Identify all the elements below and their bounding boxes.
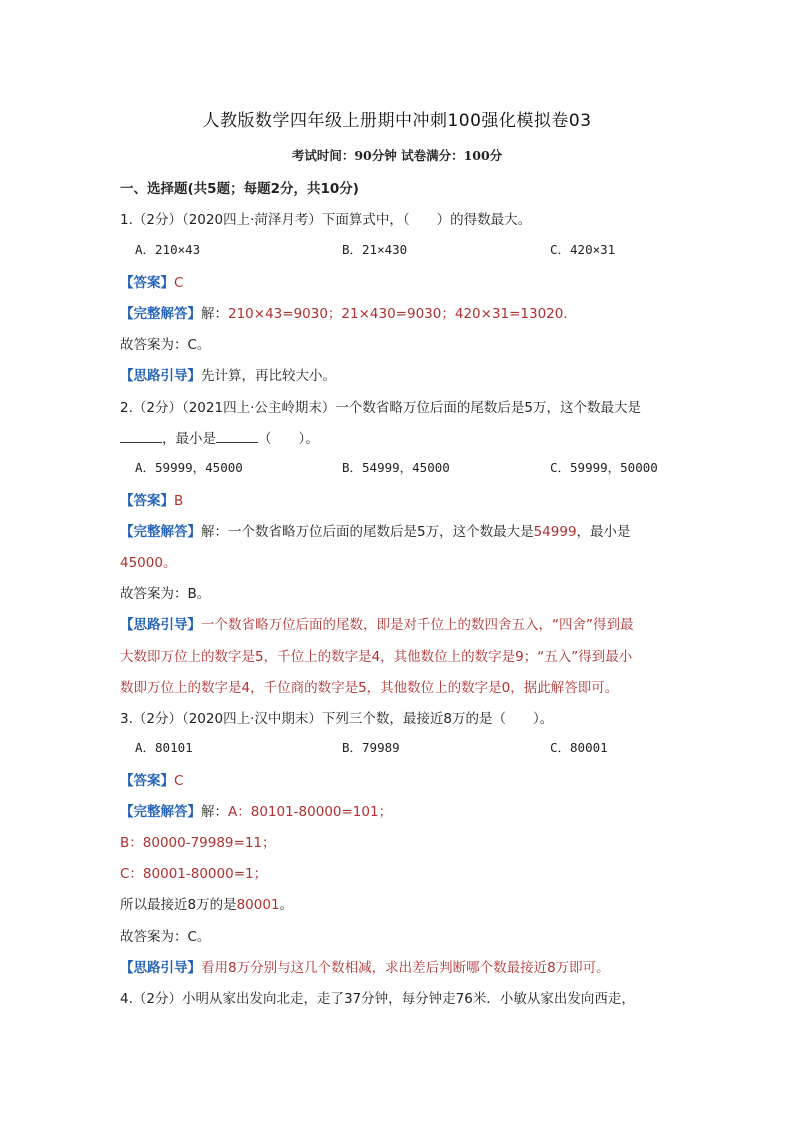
q3-solution-line3: C：80001-80000=1；	[120, 866, 268, 882]
q3-conclusion: 故答案为：C。	[120, 929, 211, 945]
q2-option-c: C．59999，50000	[550, 460, 658, 475]
q3-solution	[120, 800, 392, 820]
hint-tag: 【思路引导】	[120, 368, 201, 384]
question-3-stem: 3.（2分）（2020四上·汉中期末）下列三个数，最接近8万的是（ ）。	[120, 711, 554, 727]
answer-tag: 【答案】	[120, 275, 174, 291]
q3-answer	[120, 769, 183, 789]
q2-hint	[120, 613, 634, 633]
solution-text: ，最小是	[576, 524, 631, 540]
q2-option-a: A．59999，45000	[135, 460, 243, 475]
solution-tag: 【完整解答】	[120, 804, 201, 820]
stem-text: ，最小是	[162, 431, 216, 447]
closest-text: 所以最接近8万的是	[120, 897, 237, 913]
q1-option-c: C．420×31	[550, 242, 616, 257]
solution-tag: 【完整解答】	[120, 524, 201, 540]
exam-info: 考试时间：90分钟 试卷满分：100分	[291, 148, 503, 163]
hint-text: 一个数省略万位后面的尾数，即是对千位上的数四舍五入，“四舍”得到最	[201, 617, 634, 633]
q3-closest	[120, 893, 293, 913]
solution-text: A：80101-80000=101；	[228, 804, 393, 820]
q2-option-b: B．54999，45000	[342, 460, 450, 475]
hint-text: 看用8万分别与这几个数相减，求出差后判断哪个数最接近8万即可。	[201, 960, 610, 976]
stem-text: （ ）。	[258, 431, 319, 447]
answer-blank	[216, 430, 258, 443]
q2-hint-line3: 数即万位上的数字是4，千位商的数字是5，其他数位上的数字是0，据此解答即可。	[120, 680, 619, 696]
q3-option-b: B．79989	[342, 740, 400, 755]
q1-option-b: B．21×430	[342, 242, 408, 257]
answer-tag: 【答案】	[120, 493, 174, 509]
solution-text: 解：一个数省略万位后面的尾数后是5万，这个数最大是	[201, 524, 534, 540]
q1-answer	[120, 271, 183, 291]
question-1-stem: 1.（2分）（2020四上·菏泽月考）下面算式中，（ ）的得数最大。	[120, 212, 532, 228]
q1-hint	[120, 364, 336, 384]
hint-tag: 【思路引导】	[120, 617, 201, 633]
q3-hint	[120, 956, 610, 976]
question-4-stem: 4.（2分）小明从家出发向北走，走了37分钟，每分钟走76米．小敏从家出发向西走，	[120, 991, 635, 1007]
solution-prefix: 解：	[201, 306, 228, 322]
answer-value: C	[174, 773, 184, 789]
solution-text: 210×43=9030；21×430=9030；420×31=13020.	[228, 306, 568, 322]
q3-solution-line2: B：80000-79989=11；	[120, 835, 276, 851]
question-2-stem-line2	[120, 427, 319, 447]
q2-solution-line2: 45000。	[120, 555, 177, 571]
q1-conclusion: 故答案为：C。	[120, 337, 211, 353]
closest-value: 80001	[236, 897, 280, 913]
q3-option-a: A．80101	[135, 740, 193, 755]
q2-answer	[120, 489, 183, 509]
answer-value: B	[174, 493, 184, 509]
hint-tag: 【思路引导】	[120, 960, 201, 976]
solution-red-value: 54999	[533, 524, 577, 540]
q2-conclusion: 故答案为：B。	[120, 586, 211, 602]
q1-option-a: A．210×43	[135, 242, 201, 257]
question-2-stem: 2.（2分）（2021四上·公主岭期末）一个数省略万位后面的尾数后是5万，这个数最大是	[120, 400, 641, 416]
section-heading: 一、选择题(共5题；每题2分，共10分)	[120, 181, 359, 197]
answer-value: C	[174, 275, 184, 291]
q3-option-c: C．80001	[550, 740, 608, 755]
q1-solution	[120, 302, 568, 322]
answer-tag: 【答案】	[120, 773, 174, 789]
answer-blank	[120, 430, 162, 443]
page-title: 人教版数学四年级上册期中冲刺100强化模拟卷03	[202, 111, 592, 131]
closest-end: 。	[279, 897, 294, 913]
solution-prefix: 解：	[201, 804, 228, 820]
solution-tag: 【完整解答】	[120, 306, 201, 322]
q2-hint-line2: 大数即万位上的数字是5，千位上的数字是4，其他数位上的数字是9；“五入”得到最小	[120, 649, 633, 665]
hint-text: 先计算，再比较大小。	[201, 368, 336, 384]
q2-solution	[120, 520, 631, 540]
